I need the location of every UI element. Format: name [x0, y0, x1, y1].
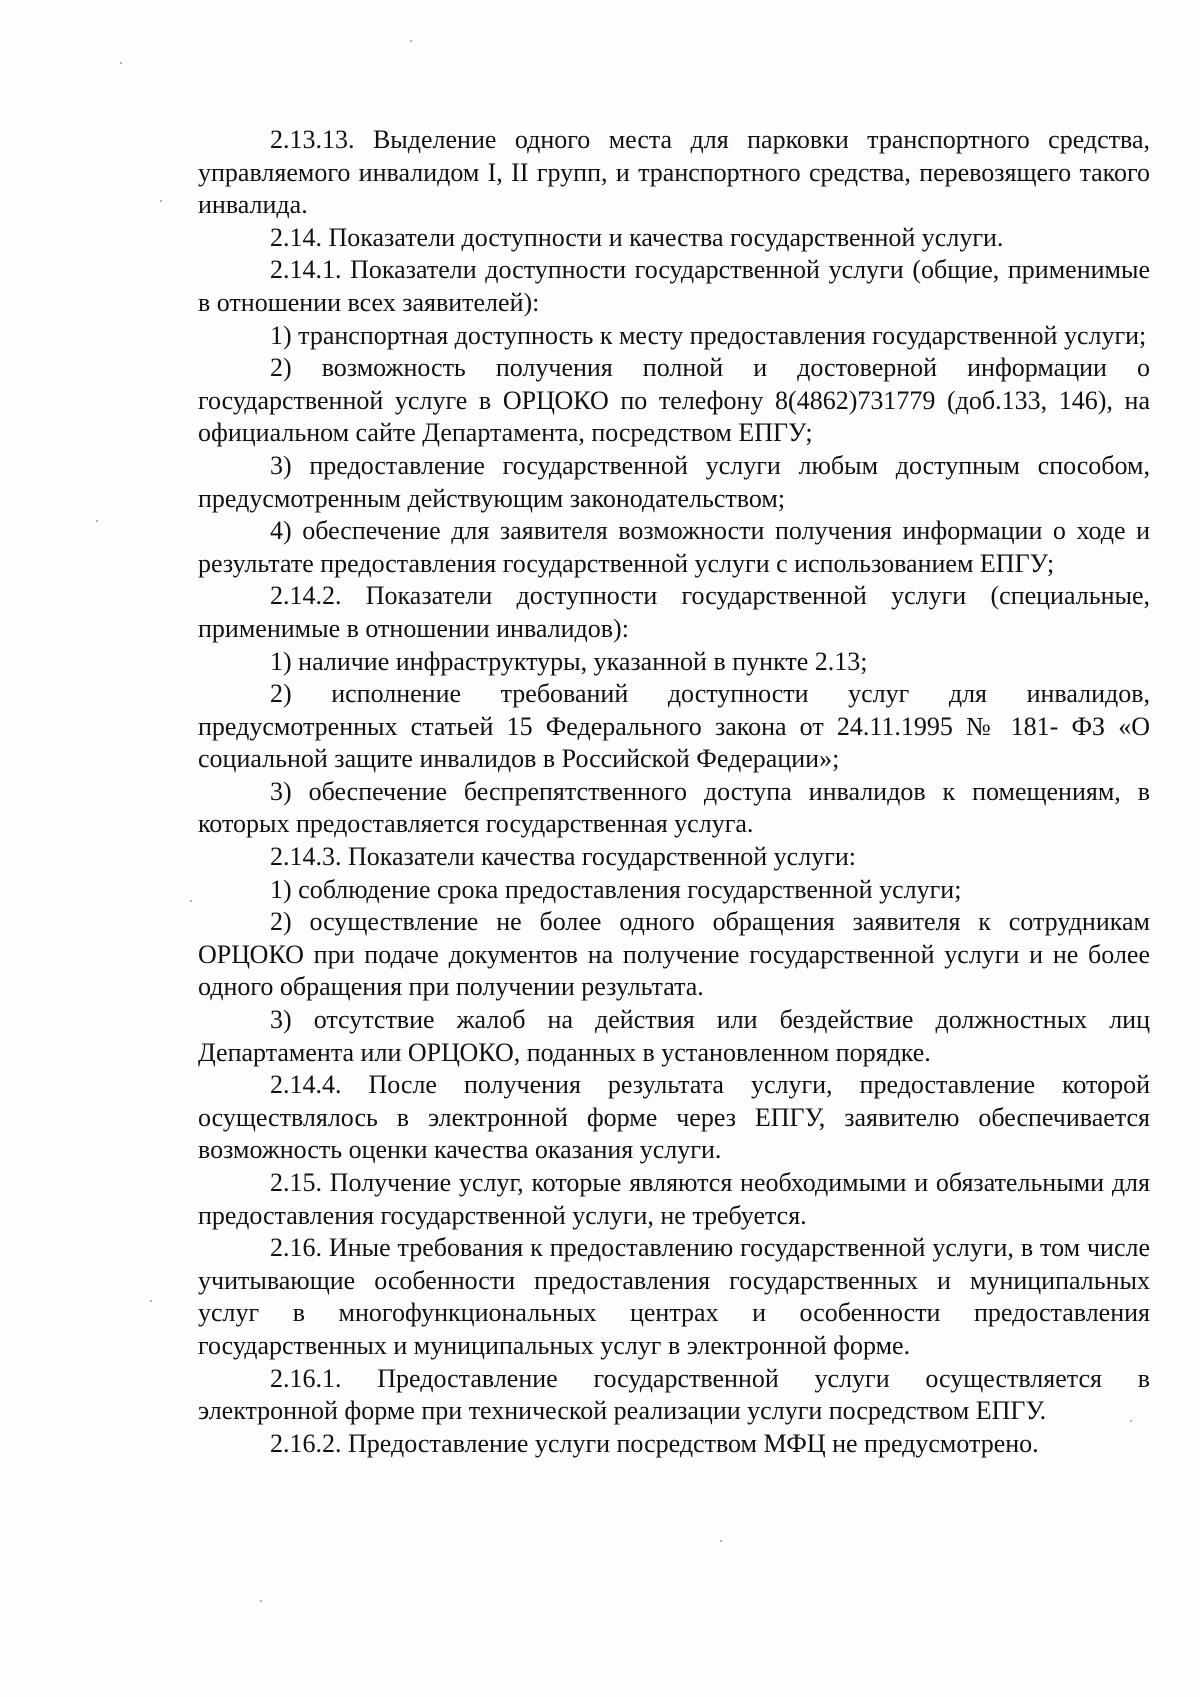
- list-item-2-14-2-3: 3) обеспечение беспрепятственного доступа инвалидов к помещениям, в которых предоставляется государственная услуга.: [198, 776, 1150, 839]
- list-item-2-14-3-2: 2) осуществление не более одного обращения заявителя к сотрудникам ОРЦОКО при подаче документов на получение государственной услуги и не более одного обращения при получении результата.: [198, 907, 1150, 1002]
- paragraph-2-14-4: 2.14.4. После получения результата услуги, предоставление которой осуществлялось в электронной форме через ЕПГУ, заявителю обеспечивается возможность оценки качества оказания услуги.: [198, 1070, 1150, 1165]
- scan-speck: [190, 900, 192, 902]
- list-item-2-14-1-4: 4) обеспечение для заявителя возможности получения информации о ходе и результате предоставления государственной услуги с использованием ЕПГУ;: [198, 516, 1150, 578]
- paragraph-2-14: 2.14. Показатели доступности и качества государственной услуги.: [270, 222, 1004, 252]
- paragraph-2-14-1: 2.14.1. Показатели доступности государственной услуги (общие, применимые в отношении всех заявителей):: [198, 255, 1150, 317]
- list-item-2-14-2-1: 1) наличие инфраструктуры, указанной в пункте 2.13;: [270, 646, 868, 676]
- paragraph-2-15: 2.15. Получение услуг, которые являются необходимыми и обязательными для предоставления государственной услуги, не требуется.: [198, 1168, 1150, 1230]
- paragraph-2-14-3: 2.14.3. Показатели качества государственной услуги:: [270, 842, 856, 872]
- paragraph-2-16-2: 2.16.2. Предоставление услуги посредством МФЦ не предусмотрено.: [270, 1428, 1039, 1458]
- document-body: [198, 124, 1150, 1460]
- scan-speck: [260, 1600, 262, 1602]
- list-item-2-14-1-2: 2) возможность получения полной и достоверной информации о государственной услуге в ОРЦОКО по телефону 8(4862)731779 (доб.133, 146), на официальном сайте Департамента, посредством ЕПГУ;: [198, 353, 1150, 448]
- paragraph-2-14-2: 2.14.2. Показатели доступности государственной услуги (специальные, применимые в отношении инвалидов):: [198, 581, 1150, 643]
- scan-speck: [120, 62, 122, 64]
- scan-speck: [96, 520, 98, 522]
- paragraph-2-13-13: 2.13.13. Выделение одного места для парковки транспортного средства, управляемого инвалидом I, II групп, и транспортного средства, перевозящего такого инвалида.: [198, 125, 1150, 220]
- list-item-2-14-1-3: 3) предоставление государственной услуги любым доступным способом, предусмотренным действующим законодательством;: [198, 450, 1150, 513]
- scan-speck: [720, 1540, 722, 1542]
- list-item-2-14-2-2: 2) исполнение требований доступности услуг для инвалидов, предусмотренных статьей 15 Федерального закона от 24.11.1995 № 181- ФЗ «О социальной защите инвалидов в Российской Федерации»;: [198, 679, 1150, 774]
- list-item-2-14-1-1: 1) транспортная доступность к месту предоставления государственной услуги;: [270, 320, 1147, 350]
- paragraph-2-16: 2.16. Иные требования к предоставлению государственной услуги, в том числе учитывающие особенности предоставления государственных и муниципальных услуг в многофункциональных центрах и особенности предоставления государственных и муниципальных услуг в электронной форме.: [198, 1233, 1150, 1360]
- scan-speck: [160, 200, 162, 202]
- scan-speck: [410, 40, 412, 42]
- scan-speck: [150, 1300, 152, 1302]
- list-item-2-14-3-1: 1) соблюдение срока предоставления государственной услуги;: [270, 874, 962, 904]
- paragraph-2-16-1: 2.16.1. Предоставление государственной услуги осуществляется в электронной форме при технической реализации услуги посредством ЕПГУ.: [198, 1363, 1150, 1426]
- list-item-2-14-3-3: 3) отсутствие жалоб на действия или бездействие должностных лиц Департамента или ОРЦОКО, поданных в установленном порядке.: [198, 1005, 1150, 1067]
